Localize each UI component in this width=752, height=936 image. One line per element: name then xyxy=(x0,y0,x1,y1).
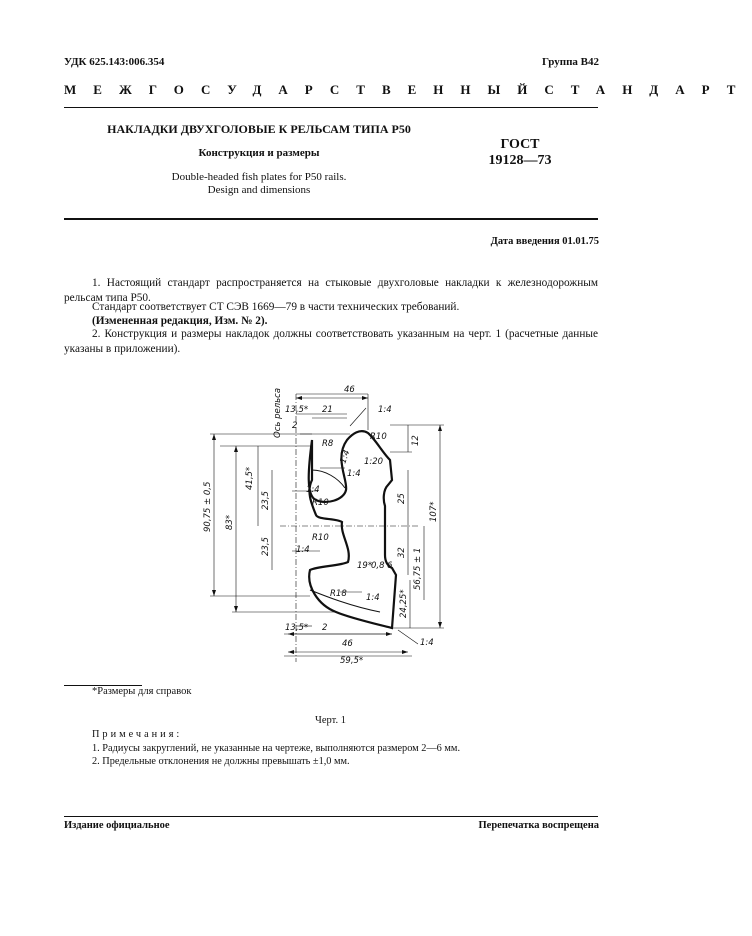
notes xyxy=(92,728,460,769)
dim-46-bottom: 46 xyxy=(342,639,353,649)
note-1: 1. Радиусы закруглений, не указанные на чертеже, выполняются размером 2—6 мм. xyxy=(92,742,461,754)
dim-12: 12 xyxy=(411,435,421,446)
footnote: *Размеры для справок xyxy=(92,686,192,697)
dim-107: 107* xyxy=(429,501,439,522)
dim-21: 21 xyxy=(322,405,333,415)
note-2: 2. Предельные отклонения не должны превышать ±1,0 мм. xyxy=(92,756,350,767)
dim-19: 19* xyxy=(357,561,373,571)
radius-r18: R18 xyxy=(330,589,347,599)
dim-23-5-b: 23,5 xyxy=(261,537,271,556)
date-value: 01.01.75 xyxy=(562,236,599,247)
dim-41-5: 41,5* xyxy=(245,466,255,490)
dim-59-5: 59,5* xyxy=(340,656,364,666)
banner-word-2: СТАНДАРТ xyxy=(544,82,752,97)
footer-rule xyxy=(64,816,598,817)
dim-13-5-bottom: 13,5* xyxy=(285,623,309,633)
english-title-line1: Double-headed fish plates for P50 rails. xyxy=(171,171,347,183)
dim-46-top: 46 xyxy=(344,385,355,395)
slope-1-20: 1:20 xyxy=(364,457,384,467)
slope-1-4-e: 1:4 xyxy=(366,593,380,603)
slope-top: 1:4 xyxy=(378,405,392,415)
paragraph-4: 2. Конструкция и размеры накладок должны соответствовать указанным на черт. 1 (расчетные данные указаны в приложении). xyxy=(64,328,598,355)
gost-label: ГОСТ xyxy=(500,137,540,152)
slope-bottom: 1:4 xyxy=(420,638,434,648)
figure-caption: Черт. 1 xyxy=(315,715,346,726)
footer-reprint-prohibited: Перепечатка воспрещена xyxy=(478,820,599,831)
document-subtitle: Конструкция и размеры xyxy=(198,147,320,159)
paragraph-3: (Измененная редакция, Изм. № 2). xyxy=(92,315,268,327)
radius-r10-top: R10 xyxy=(370,432,387,442)
dim-25: 25 xyxy=(397,493,407,504)
udk-code: УДК 625.143:006.354 xyxy=(64,56,165,68)
paragraph-1: 1. Настоящий стандарт распространяется на стыковые двухголовые накладки к железнодорожным рельсам типа Р50. xyxy=(64,277,598,304)
dim-24-25: 24,25* xyxy=(399,589,409,618)
document-title: НАКЛАДКИ ДВУХГОЛОВЫЕ К РЕЛЬСАМ ТИПА Р50 xyxy=(107,122,411,136)
rail-axis-label: Ось рельса xyxy=(273,387,283,438)
radius-r10-bottom: R10 xyxy=(312,533,329,543)
dim-2-top: 2 xyxy=(292,421,298,431)
slope-1-4-a: 1:4 xyxy=(338,448,353,466)
radius-r10-left: R10 xyxy=(312,498,329,508)
slope-1-4-d: 1:4 xyxy=(296,545,310,555)
date-label: Дата введения xyxy=(490,236,560,247)
dim-0-8: 0,8 xyxy=(371,561,385,571)
dim-56-75: 56,75 ± 1 xyxy=(413,547,423,590)
banner-word-1: МЕЖГОСУДАРСТВЕННЫЙ xyxy=(64,82,545,97)
dim-13-5-top: 13,5* xyxy=(285,405,309,415)
gost-code: 19128—73 xyxy=(488,153,552,168)
paragraph-2: Стандарт соответствует СТ СЭВ 1669—79 в части технических требований. xyxy=(92,301,460,313)
dim-32: 32 xyxy=(397,547,407,558)
dim-83: 83* xyxy=(225,514,235,530)
slope-1-4-b: 1:4 xyxy=(347,469,361,479)
english-title-line2: Design and dimensions xyxy=(207,184,311,196)
dim-23-5-a: 23,5 xyxy=(261,491,271,510)
group-code: Группа В42 xyxy=(541,56,599,68)
notes-heading: Примечания: xyxy=(92,729,183,740)
footer-official-edition: Издание официальное xyxy=(64,820,170,831)
dim-90-75: 90,75 ± 0,5 xyxy=(203,481,213,532)
radius-r8: R8 xyxy=(322,439,334,449)
dim-2-bottom: 2 xyxy=(322,623,328,633)
dim-6: 6 xyxy=(387,561,393,571)
slope-1-4-c: 1:4 xyxy=(306,485,320,495)
